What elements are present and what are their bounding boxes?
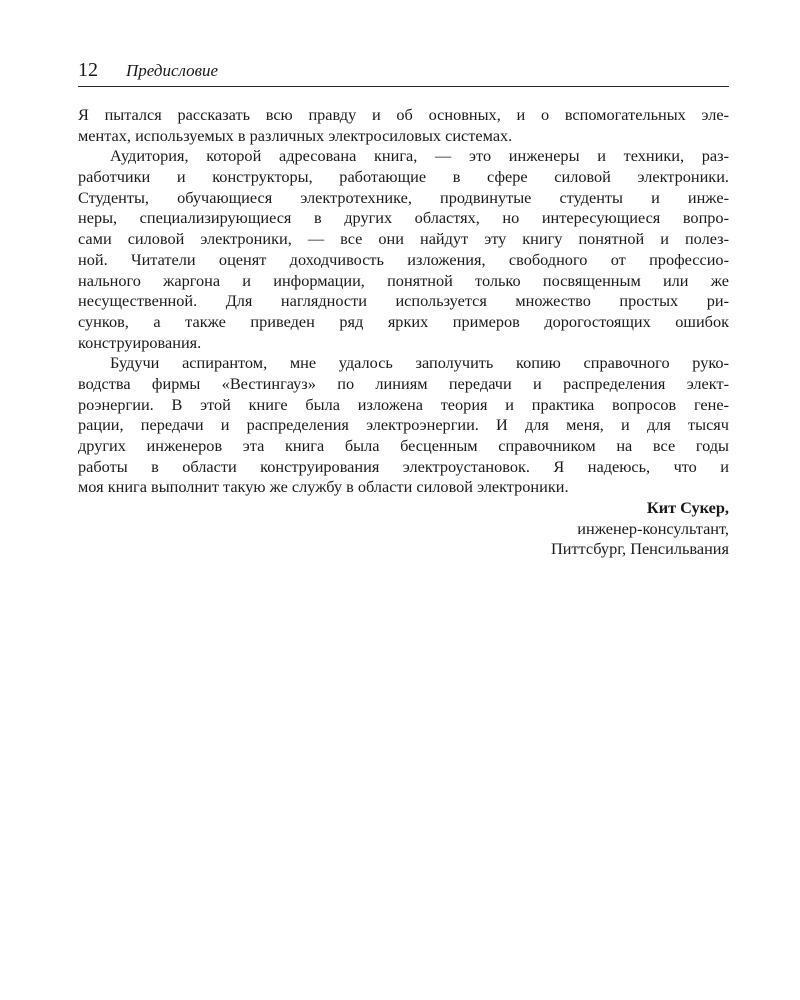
text-line: работчики и конструкторы, работающие в сфере силовой электроники.: [78, 167, 729, 187]
author-name: Кит Сукер,: [646, 498, 729, 518]
section-title: Предисловие: [126, 61, 219, 80]
text-line: сами силовой электроники, — все они найдут эту книгу понятной и полез-: [78, 229, 729, 249]
text-line: сунков, а также приведен ряд ярких примеров дорогостоящих ошибок: [78, 311, 729, 331]
text-line: водства фирмы «Вестингауз» по линиям передачи и распределения элект-: [78, 373, 729, 393]
signature: [78, 498, 729, 560]
page-number: 12: [78, 59, 98, 81]
text-line: несущественной. Для наглядности используется множество простых ри-: [78, 291, 729, 311]
text-line: Будучи аспирантом, мне удалось заполучить копию справочного руко-: [110, 353, 729, 373]
text-line: неры, специализирующиеся в других областях, но интересующиеся вопро-: [78, 208, 729, 228]
text-line: ной. Читатели оценят доходчивость изложения, свободного от профессио-: [78, 249, 729, 269]
text-line: Студенты, обучающиеся электротехнике, продвинутые студенты и инже-: [78, 187, 729, 207]
author-location: Питтсбург, Пенсильвания: [550, 539, 729, 559]
text-line: роэнергии. В этой книге была изложена теория и практика вопросов гене-: [78, 394, 729, 414]
body-text: [78, 105, 729, 498]
text-line: работы в области конструирования электроустановок. Я надеюсь, что и: [78, 456, 729, 476]
text-line: рации, передачи и распределения электроэнергии. И для меня, и для тысяч: [78, 415, 729, 435]
page: [78, 58, 729, 560]
running-head: [78, 58, 729, 87]
text-line: других инженеров эта книга была бесценным справочником на все годы: [78, 436, 729, 455]
text-line: Я пытался рассказать всю правду и об основных, и о вспомогательных эле-: [78, 105, 729, 124]
text-line: нального жаргона и информации, понятной только посвященным или же: [78, 270, 729, 290]
text-line: конструирования.: [78, 332, 202, 352]
text-line: Аудитория, которой адресована книга, — это инженеры и техники, раз-: [110, 146, 729, 166]
text-line: ментах, используемых в различных электросиловых системах.: [78, 125, 513, 145]
text-line: моя книга выполнит такую же службу в области силовой электроники.: [78, 477, 569, 497]
author-title: инженер-консультант,: [577, 518, 729, 538]
